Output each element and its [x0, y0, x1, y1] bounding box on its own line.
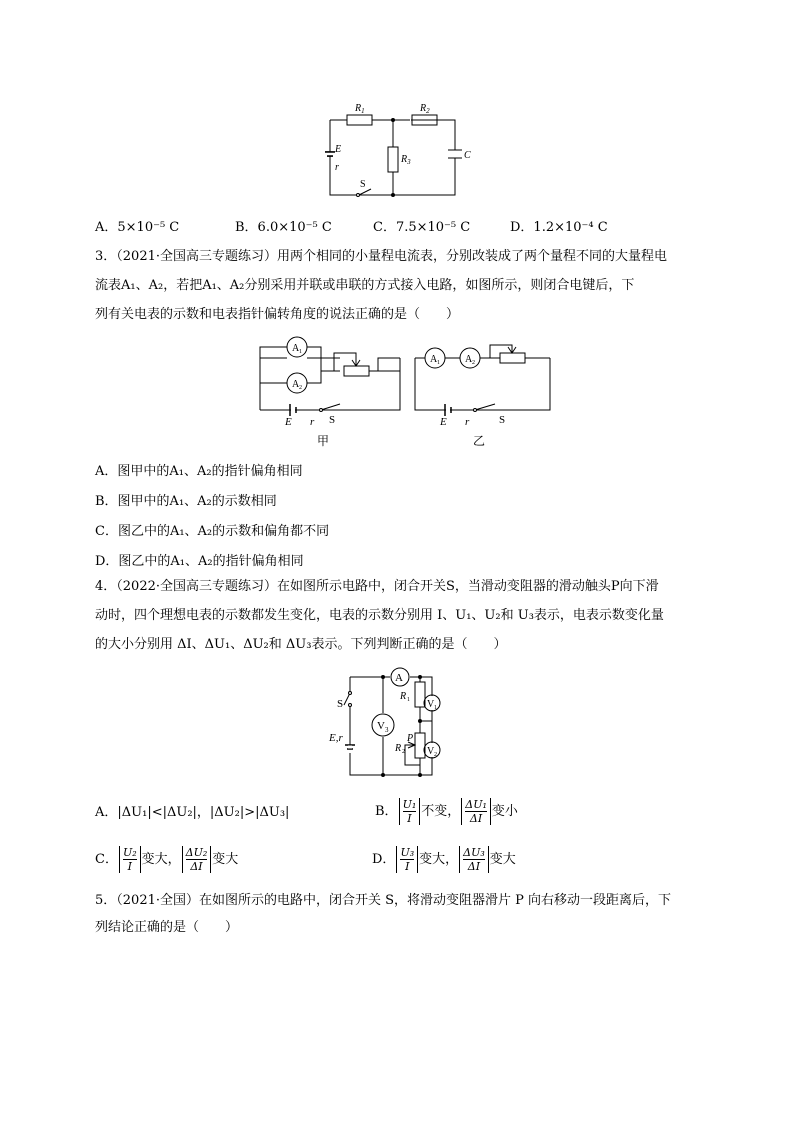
svg-text:S: S [499, 414, 506, 426]
q4-text-line3: 的大小分别用 ΔI、ΔU₁、ΔU₂和 ΔU₃表示。下列判断正确的是（ ） [95, 637, 507, 652]
svg-text:2: 2 [299, 385, 302, 391]
q3-text-line1: 3．（2021·全国高三专题练习）用两个相同的小量程电流表，分别改装成了两个量程不同的大量程电 [95, 249, 667, 264]
svg-text:P: P [407, 733, 414, 744]
svg-text:r: r [310, 416, 315, 428]
svg-text:2: 2 [402, 749, 405, 755]
caption-yi: 乙 [473, 434, 486, 448]
svg-text:S: S [337, 698, 344, 710]
q2-option-c[interactable]: C．7.5×10⁻⁵ C [373, 220, 471, 235]
q2-option-a[interactable]: A．5×10⁻⁵ C [95, 220, 180, 235]
svg-text:V: V [427, 746, 435, 757]
q2-option-b[interactable]: B．6.0×10⁻⁵ C [235, 220, 332, 235]
svg-text:1: 1 [299, 349, 302, 355]
q4-text-line1: 4．（2022·全国高三专题练习）在如图所示电路中，闭合开关S，当滑动变阻器的滑动触头P向下滑 [95, 579, 659, 594]
svg-text:A: A [395, 672, 403, 684]
svg-text:3: 3 [385, 726, 389, 734]
svg-text:A: A [292, 343, 300, 354]
svg-text:A: A [292, 379, 300, 390]
q3-text-line2: 流表A₁、A₂，若把A₁、A₂分别采用并联或串联的方式接入电路，如图所示，则闭合电键后，下 [95, 278, 635, 293]
label-e: E [335, 144, 342, 155]
q3-option-d[interactable]: D．图乙中的A₁、A₂的指针偏角相同 [95, 554, 304, 569]
q3-text-line3: 列有关电表的示数和电表指针偏转角度的说法正确的是（ ） [95, 307, 460, 322]
resistor-r3 [388, 147, 398, 172]
svg-text:r: r [465, 416, 470, 428]
svg-text:2: 2 [472, 360, 475, 366]
label-r3: $R_3$ [401, 154, 411, 166]
svg-text:E: E [440, 416, 447, 428]
svg-text:A: A [465, 354, 473, 365]
circuit-figure-q3 [255, 333, 555, 448]
label-s: S [360, 179, 366, 190]
q4-option-b[interactable]: B． $\frac{\text{U₁}}{I}$ 不变， $\frac{\text{ΔU₁}}{\Delta I}$ 变小 [375, 798, 518, 825]
q4-option-d[interactable]: D． $\frac{\text{U₃}}{I}$ 变大， $\frac{\text{ΔU₃}}{\Delta I}$ 变大 [372, 846, 516, 873]
svg-text:A: A [430, 354, 438, 365]
svg-text:1: 1 [407, 697, 410, 703]
q3-option-a[interactable]: A．图甲中的A₁、A₂的指针偏角相同 [95, 464, 303, 479]
svg-text:E,r: E,r [329, 732, 343, 744]
q2-option-d[interactable]: D．1.2×10⁻⁴ C [510, 220, 608, 235]
caption-jia: 甲 [317, 434, 330, 448]
capacitor [448, 150, 462, 158]
svg-text:1: 1 [437, 360, 440, 366]
label-r2: $R_2$ [420, 103, 430, 115]
label-r: r [335, 162, 339, 173]
q4-text-line2: 动时，四个理想电表的示数都发生变化，电表的示数分别用 I、U₁、U₂和 U₃表示，电表示数变化量 [95, 608, 664, 623]
svg-text:1: 1 [434, 705, 437, 711]
svg-text:E: E [285, 416, 292, 428]
circuit-figure-q2 [325, 100, 475, 200]
q4-option-a[interactable]: A．|ΔU₁|<|ΔU₂|，|ΔU₂|>|ΔU₃| [95, 805, 290, 820]
circuit-figure-q4 [329, 665, 445, 780]
q5-text-line2: 列结论正确的是（ ） [95, 920, 239, 935]
q5-text-line1: 5．（2021·全国）在如图所示的电路中，闭合开关 S，将滑动变阻器滑片 P 向右移动一段距离后，下 [95, 893, 672, 908]
svg-text:2: 2 [434, 752, 437, 758]
label-c: C [464, 150, 471, 161]
resistor-r2 [415, 733, 425, 758]
svg-text:S: S [329, 414, 336, 426]
svg-text:V: V [427, 699, 435, 710]
q3-option-c[interactable]: C．图乙中的A₁、A₂的示数和偏角都不同 [95, 524, 330, 539]
q4-option-c[interactable]: C． $\frac{\text{U₂}}{I}$ 变大， $\frac{\text{ΔU₂}}{\Delta I}$ 变大 [95, 846, 239, 873]
svg-text:R: R [400, 691, 407, 702]
q3-option-b[interactable]: B．图甲中的A₁、A₂的示数相同 [95, 494, 277, 509]
slider-p [405, 745, 420, 765]
svg-text:V: V [377, 720, 385, 732]
resistor-r1 [415, 682, 425, 707]
resistor-r1 [347, 115, 372, 125]
svg-text:R: R [395, 743, 402, 754]
label-r1: $R_1$ [355, 103, 365, 115]
